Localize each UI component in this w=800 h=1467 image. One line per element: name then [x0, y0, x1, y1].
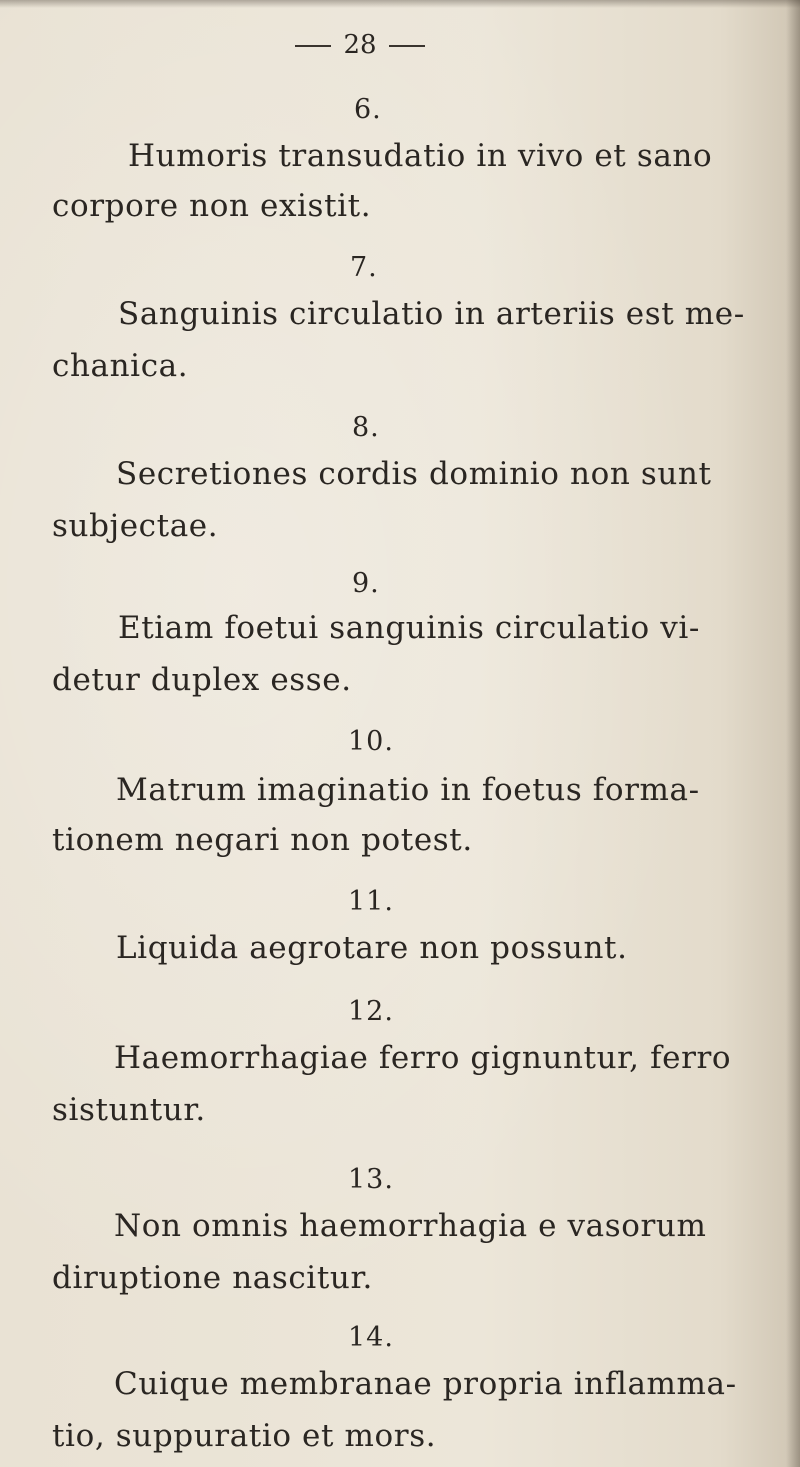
- thesis-number: 8.: [352, 412, 380, 443]
- thesis-line: chanica.: [52, 348, 189, 384]
- page-binding-shadow: [786, 0, 800, 1467]
- thesis-number: 7.: [350, 252, 378, 283]
- thesis-line: diruptione nascitur.: [52, 1260, 373, 1296]
- thesis-number: 10.: [348, 726, 394, 757]
- left-dash: [295, 45, 331, 47]
- thesis-line: tionem negari non potest.: [52, 822, 473, 858]
- page-number: 28: [343, 30, 377, 60]
- thesis-line: Secretiones cordis dominio non sunt: [116, 456, 712, 492]
- thesis-line: Cuique membranae propria inflamma-: [114, 1366, 737, 1402]
- page-top-shadow: [0, 0, 800, 8]
- thesis-number: 9.: [352, 568, 380, 599]
- thesis-number: 13.: [348, 1164, 394, 1195]
- thesis-line: Etiam foetui sanguinis circulatio vi-: [118, 610, 700, 646]
- right-dash: [389, 45, 425, 47]
- thesis-line: corpore non existit.: [52, 188, 372, 224]
- thesis-number: 6.: [354, 94, 382, 125]
- thesis-line: Matrum imaginatio in foetus forma-: [116, 772, 700, 808]
- thesis-number: 14.: [348, 1322, 394, 1353]
- thesis-line: sistuntur.: [52, 1092, 206, 1128]
- thesis-line: detur duplex esse.: [52, 662, 352, 698]
- thesis-line: Non omnis haemorrhagia e vasorum: [114, 1208, 707, 1244]
- thesis-line: subjectae.: [52, 508, 219, 544]
- thesis-line: Humoris transudatio in vivo et sano: [128, 138, 713, 174]
- thesis-number: 11.: [348, 886, 394, 917]
- thesis-line: Haemorrhagiae ferro gignuntur, ferro: [114, 1040, 732, 1076]
- page-header: [0, 30, 720, 60]
- thesis-number: 12.: [348, 996, 394, 1027]
- thesis-line: tio, suppuratio et mors.: [52, 1418, 437, 1454]
- thesis-line: Sanguinis circulatio in arteriis est me-: [118, 296, 745, 332]
- thesis-line: Liquida aegrotare non possunt.: [116, 930, 628, 966]
